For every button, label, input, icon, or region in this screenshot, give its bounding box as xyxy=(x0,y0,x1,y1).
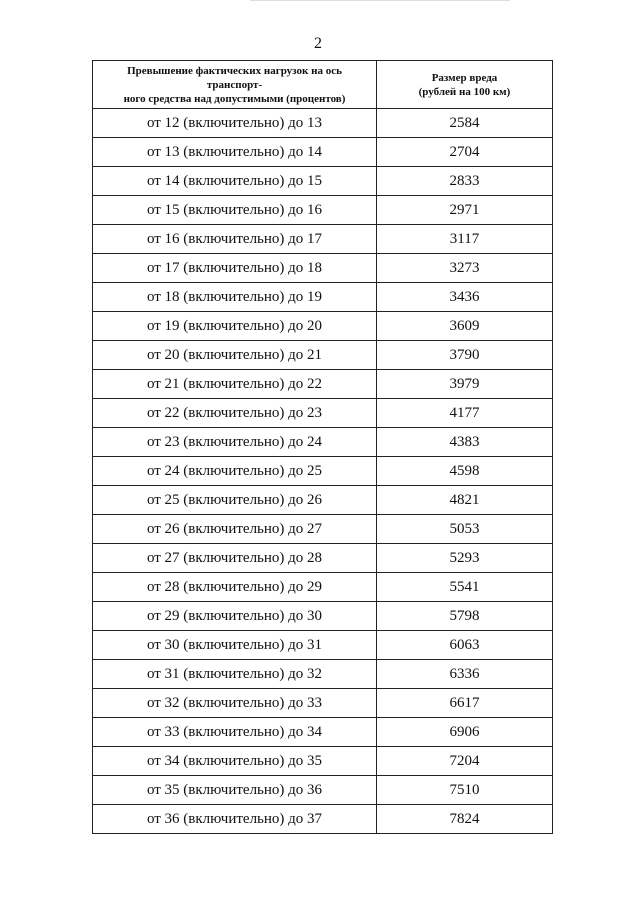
table-row xyxy=(93,544,553,573)
value-cell: 2704 xyxy=(377,138,553,167)
range-cell: от 20 (включительно) до 21 xyxy=(93,341,377,370)
range-cell: от 24 (включительно) до 25 xyxy=(93,457,377,486)
value-cell: 4383 xyxy=(377,428,553,457)
value-cell: 7204 xyxy=(377,747,553,776)
table-row xyxy=(93,631,553,660)
value-cell: 3979 xyxy=(377,370,553,399)
range-cell: от 33 (включительно) до 34 xyxy=(93,718,377,747)
table-row xyxy=(93,167,553,196)
range-cell: от 17 (включительно) до 18 xyxy=(93,254,377,283)
table-row xyxy=(93,399,553,428)
table-row xyxy=(93,602,553,631)
range-cell: от 13 (включительно) до 14 xyxy=(93,138,377,167)
header-damage-line1: Размер вреда xyxy=(431,71,498,84)
header-damage-amount xyxy=(377,61,553,109)
value-cell: 7824 xyxy=(377,805,553,834)
header-damage-line2: (рублей на 100 км) xyxy=(418,85,511,98)
table-row xyxy=(93,515,553,544)
value-cell: 5541 xyxy=(377,573,553,602)
range-cell: от 22 (включительно) до 23 xyxy=(93,399,377,428)
damage-rate-table xyxy=(92,60,553,834)
table-row xyxy=(93,573,553,602)
header-overload-line2: ного средства над допустимыми (процентов) xyxy=(123,92,346,105)
table-row xyxy=(93,805,553,834)
table-row xyxy=(93,747,553,776)
value-cell: 3609 xyxy=(377,312,553,341)
range-cell: от 23 (включительно) до 24 xyxy=(93,428,377,457)
value-cell: 3436 xyxy=(377,283,553,312)
value-cell: 4821 xyxy=(377,486,553,515)
table-row xyxy=(93,312,553,341)
header-overload-line1: Превышение фактических нагрузок на ось транспорт- xyxy=(127,64,342,91)
range-cell: от 29 (включительно) до 30 xyxy=(93,602,377,631)
range-cell: от 32 (включительно) до 33 xyxy=(93,689,377,718)
table-row xyxy=(93,457,553,486)
table-row xyxy=(93,660,553,689)
table-row xyxy=(93,486,553,515)
table-row xyxy=(93,196,553,225)
value-cell: 6617 xyxy=(377,689,553,718)
table-row xyxy=(93,428,553,457)
value-cell: 5798 xyxy=(377,602,553,631)
value-cell: 3790 xyxy=(377,341,553,370)
value-cell: 6336 xyxy=(377,660,553,689)
value-cell: 5293 xyxy=(377,544,553,573)
table-row xyxy=(93,225,553,254)
table-row xyxy=(93,776,553,805)
range-cell: от 36 (включительно) до 37 xyxy=(93,805,377,834)
range-cell: от 18 (включительно) до 19 xyxy=(93,283,377,312)
value-cell: 6906 xyxy=(377,718,553,747)
range-cell: от 35 (включительно) до 36 xyxy=(93,776,377,805)
value-cell: 6063 xyxy=(377,631,553,660)
range-cell: от 14 (включительно) до 15 xyxy=(93,167,377,196)
table-row xyxy=(93,370,553,399)
range-cell: от 31 (включительно) до 32 xyxy=(93,660,377,689)
table-row xyxy=(93,341,553,370)
range-cell: от 15 (включительно) до 16 xyxy=(93,196,377,225)
range-cell: от 16 (включительно) до 17 xyxy=(93,225,377,254)
value-cell: 2971 xyxy=(377,196,553,225)
range-cell: от 26 (включительно) до 27 xyxy=(93,515,377,544)
table-row xyxy=(93,689,553,718)
page-top-edge xyxy=(250,0,510,1)
value-cell: 3273 xyxy=(377,254,553,283)
range-cell: от 21 (включительно) до 22 xyxy=(93,370,377,399)
range-cell: от 30 (включительно) до 31 xyxy=(93,631,377,660)
table-header-row xyxy=(93,61,553,109)
table-row xyxy=(93,718,553,747)
value-cell: 4177 xyxy=(377,399,553,428)
table-row xyxy=(93,138,553,167)
range-cell: от 27 (включительно) до 28 xyxy=(93,544,377,573)
value-cell: 4598 xyxy=(377,457,553,486)
range-cell: от 25 (включительно) до 26 xyxy=(93,486,377,515)
table-row xyxy=(93,254,553,283)
table-row xyxy=(93,283,553,312)
range-cell: от 12 (включительно) до 13 xyxy=(93,109,377,138)
value-cell: 3117 xyxy=(377,225,553,254)
value-cell: 5053 xyxy=(377,515,553,544)
range-cell: от 19 (включительно) до 20 xyxy=(93,312,377,341)
header-overload-percent xyxy=(93,61,377,109)
table-row xyxy=(93,109,553,138)
range-cell: от 34 (включительно) до 35 xyxy=(93,747,377,776)
value-cell: 7510 xyxy=(377,776,553,805)
range-cell: от 28 (включительно) до 29 xyxy=(93,573,377,602)
page-number: 2 xyxy=(314,35,322,52)
value-cell: 2584 xyxy=(377,109,553,138)
value-cell: 2833 xyxy=(377,167,553,196)
